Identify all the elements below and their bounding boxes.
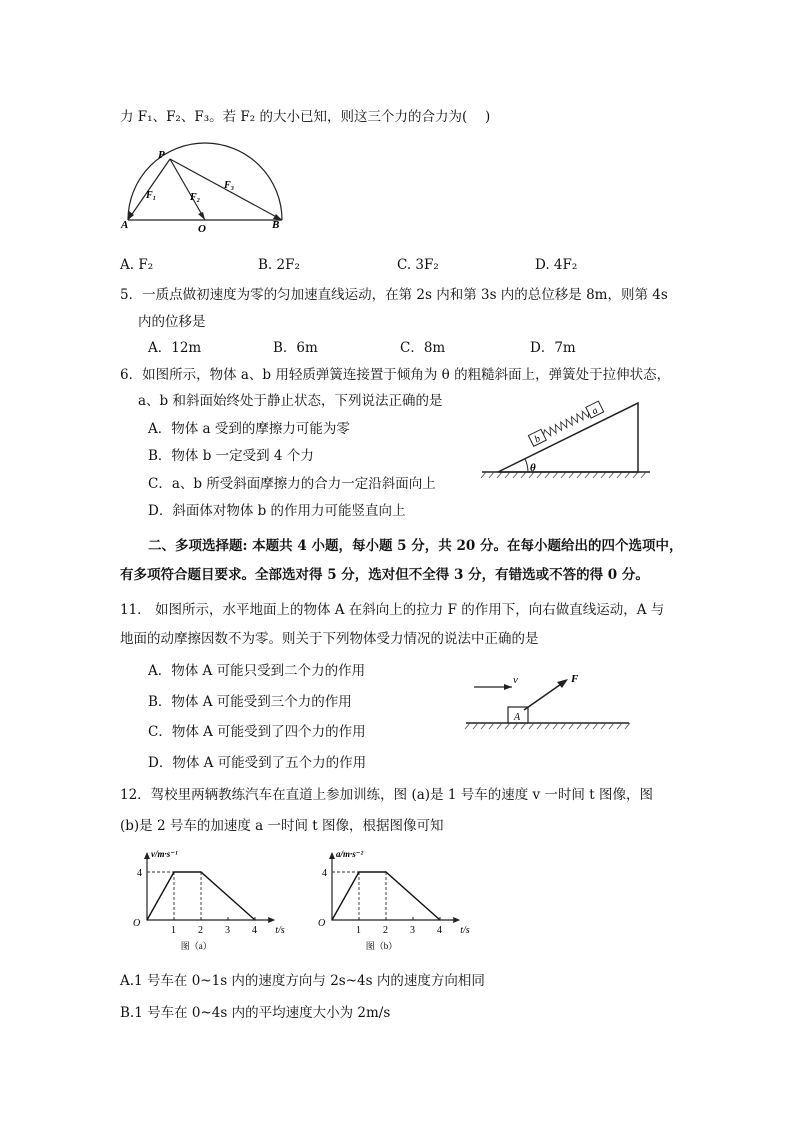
- x-tick-label: 3: [225, 925, 230, 936]
- y-axis-arrow: [144, 852, 150, 859]
- origin-label: O: [133, 918, 141, 929]
- x-tick-label: 4: [437, 925, 442, 936]
- y-tick-label: 4: [137, 868, 142, 879]
- label-b-block: b: [532, 433, 543, 446]
- section2-heading-line2: 有多项符合题目要求。全部选对得 5 分，选对但不全得 3 分，有错选或不答的得 0 分。: [120, 567, 649, 583]
- label-o: O: [198, 223, 206, 235]
- q5-option-d: D．7m: [530, 340, 576, 356]
- q11-option-a: A．物体 A 可能只受到二个力的作用: [148, 663, 366, 679]
- label-f2: F₂: [190, 192, 201, 203]
- q11-stem-line1: 11． 如图所示，水平地面上的物体 A 在斜向上的拉力 F 的作用下，向右做直线运动，A 与: [120, 602, 665, 618]
- label-a-q11: A: [514, 712, 521, 723]
- q6-option-b: B．物体 b 一定受到 4 个力: [148, 448, 314, 464]
- x-tick-label: 3: [410, 925, 415, 936]
- x-tick-label: 2: [198, 925, 203, 936]
- label-a-block: a: [590, 405, 600, 418]
- section2-heading-line1: 二、多项选择题: 本题共 4 小题，每小题 5 分，共 20 分。在每小题给出的四个选项中，: [148, 538, 683, 554]
- spring: [542, 409, 590, 438]
- label-f3: F₃: [224, 180, 235, 191]
- x-tick-label: 4: [252, 925, 257, 936]
- label-f1: F₁: [146, 190, 157, 201]
- q6-option-c: C．a、b 所受斜面摩擦力的合力一定沿斜面向上: [148, 476, 436, 492]
- x-axis-arrow: [453, 917, 460, 923]
- x-axis-arrow: [268, 917, 275, 923]
- chart-caption: 图（b）: [365, 941, 398, 951]
- q4-semicircle-figure: [118, 148, 293, 238]
- q6-option-d: D．斜面体对物体 b 的作用力可能竖直向上: [148, 503, 406, 519]
- q12-option-b: B.1 号车在 0~4s 内的平均速度大小为 2m/s: [120, 1005, 391, 1021]
- label-p: P: [158, 149, 165, 161]
- x-tick-label: 1: [171, 925, 176, 936]
- q12-option-a: A.1 号车在 0~1s 内的速度方向与 2s~4s 内的速度方向相同: [120, 973, 485, 989]
- q4-stem: 力 F₁、F₂、F₃。若 F₂ 的大小已知，则这三个力的合力为( ): [120, 109, 491, 125]
- q11-ground-figure: [464, 668, 634, 733]
- label-a: A: [121, 219, 129, 231]
- q6-stem-line1: 6．如图所示，物体 a、b 用轻质弹簧连接置于倾角为 θ 的粗糙斜面上，弹簧处于拉伸状态，: [120, 367, 671, 383]
- x-axis-label: t/s: [460, 925, 470, 936]
- q6-option-a: A．物体 a 受到的摩擦力可能为零: [148, 421, 350, 437]
- y-axis-label: a/m·s⁻²: [336, 849, 364, 859]
- x-axis-label: t/s: [275, 925, 285, 936]
- x-tick-label: 1: [356, 925, 361, 936]
- label-b: B: [272, 219, 280, 231]
- data-point: [200, 871, 201, 872]
- data-point: [385, 871, 386, 872]
- y-axis-label: v/m·s⁻¹: [151, 849, 178, 859]
- x-tick-label: 2: [383, 925, 388, 936]
- q5-option-a: A．12m: [148, 340, 202, 356]
- label-theta: θ: [530, 462, 536, 474]
- label-v: v: [513, 674, 518, 686]
- q11-option-c: C．物体 A 可能受到了四个力的作用: [148, 724, 366, 740]
- y-axis-arrow: [329, 852, 335, 859]
- chart-caption: 图（a）: [180, 941, 212, 951]
- q5-option-b: B．6m: [273, 340, 318, 356]
- origin-label: O: [318, 918, 326, 929]
- data-point: [173, 871, 174, 872]
- q5-stem-line1: 5．一质点做初速度为零的匀加速直线运动，在第 2s 内和第 3s 内的总位移是 8m，则第 4s: [120, 287, 668, 303]
- q6-incline-figure: [480, 398, 655, 480]
- q11-stem-line2: 地面的动摩擦因数不为零。则关于下列物体受力情况的说法中正确的是: [120, 631, 539, 647]
- y-tick-label: 4: [322, 868, 327, 879]
- data-point: [358, 871, 359, 872]
- q6-stem-line2: a、b 和斜面始终处于静止状态，下列说法正确的是: [138, 393, 443, 409]
- q11-option-b: B．物体 A 可能受到三个力的作用: [148, 694, 352, 710]
- q5-stem-line2: 内的位移是: [138, 314, 206, 330]
- chart-b-acceleration-time: [310, 848, 470, 953]
- q4-option-a: A. F₂: [120, 257, 154, 273]
- q4-option-b: B. 2F₂: [258, 257, 300, 273]
- chart-a-velocity-time: [125, 848, 285, 953]
- q12-stem-line2: (b)是 2 号车的加速度 a 一时间 t 图像，根据图像可知: [120, 818, 444, 834]
- q4-option-c: C. 3F₂: [397, 257, 439, 273]
- q4-option-d: D. 4F₂: [535, 257, 578, 273]
- q12-stem-line1: 12．驾校里两辆教练汽车在直道上参加训练，图 (a)是 1 号车的速度 v 一时间 t 图像，图: [120, 787, 653, 803]
- data-point: [331, 919, 332, 920]
- q11-option-d: D．物体 A 可能受到了五个力的作用: [148, 755, 367, 771]
- q5-option-c: C．8m: [400, 340, 446, 356]
- label-f-q11: F: [571, 673, 579, 685]
- data-point: [146, 919, 147, 920]
